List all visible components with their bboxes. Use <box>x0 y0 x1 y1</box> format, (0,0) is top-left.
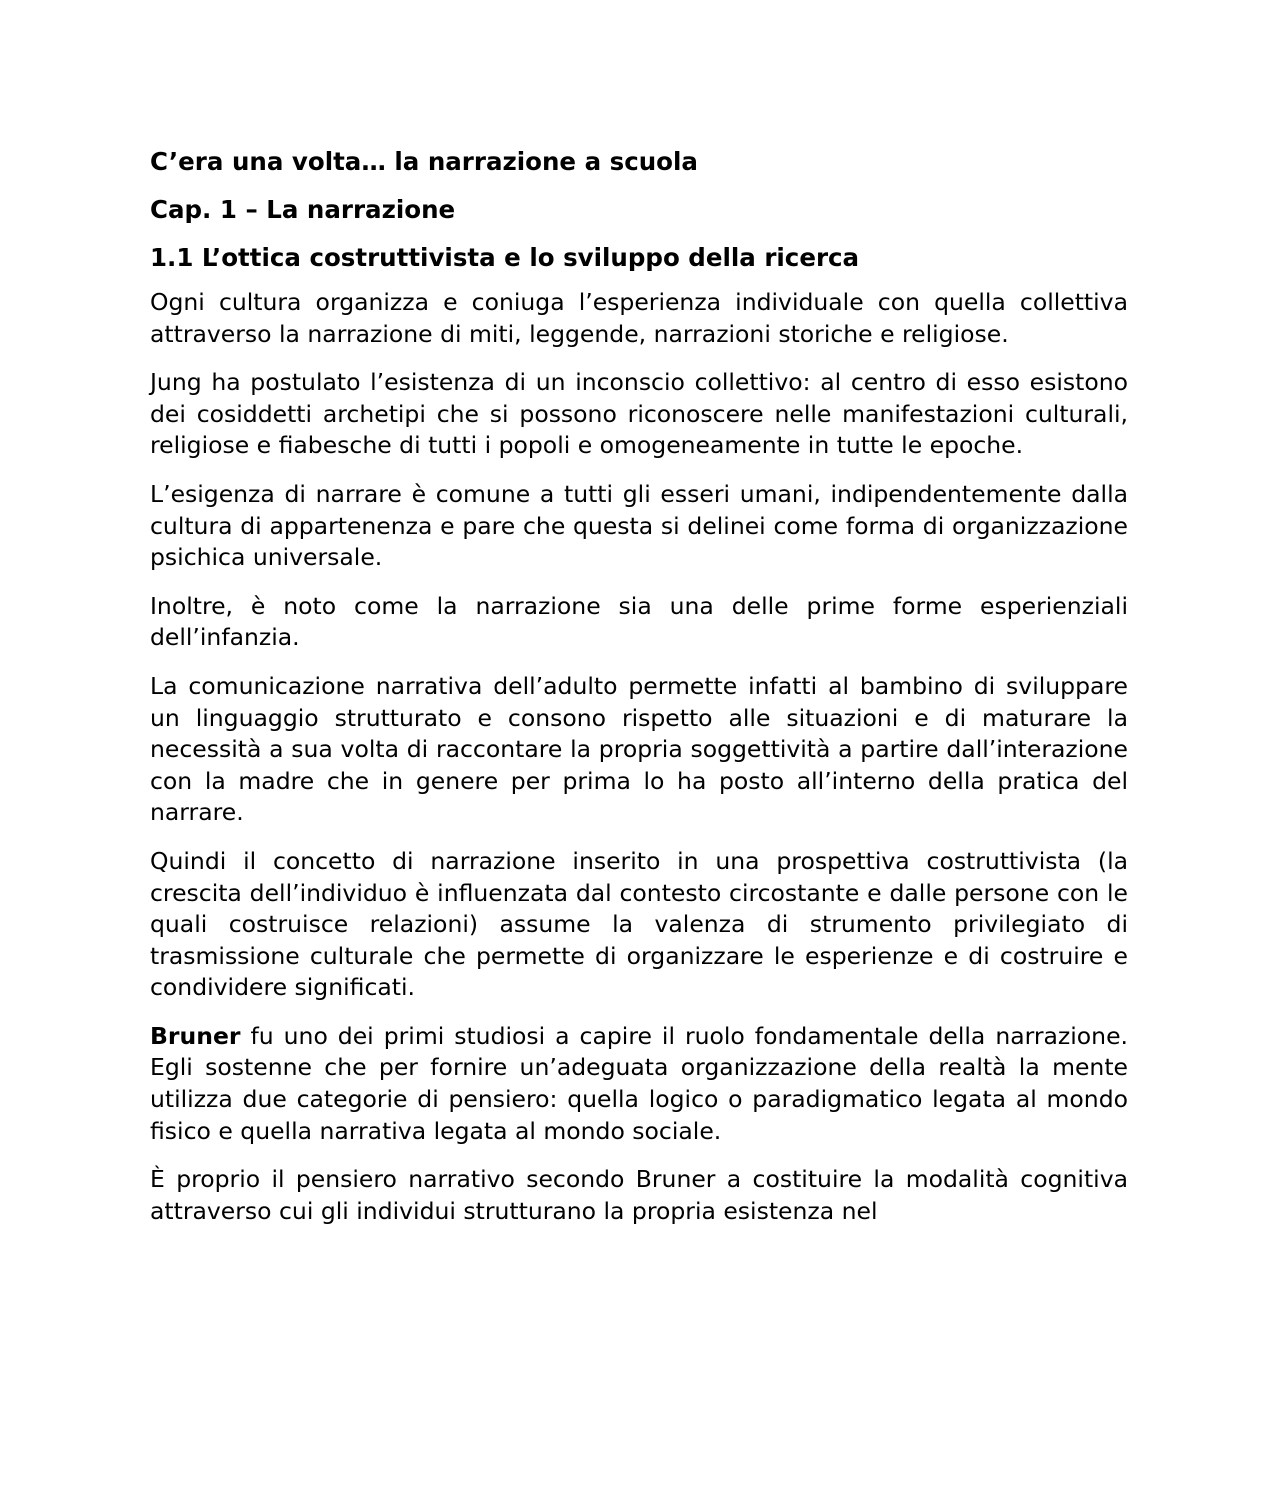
paragraph-3: L’esigenza di narrare è comune a tutti gli esseri umani, indipendentemente dalla cultura di appartenenza e pare che questa si delinei come forma di organizzazione psichica universale. <box>150 479 1128 572</box>
bruner-text: fu uno dei primi studiosi a capire il ruolo fondamentale della narrazione. Egli sostenne che per fornire un’adeguata organizzazione della realtà la mente utilizza due categorie di pensiero: quella logico o paradigmatico legata al mondo fisico e quella narrativa legata al mondo sociale. <box>150 1021 1128 1145</box>
paragraph-6: Quindi il concetto di narrazione inserito in una prospettiva costruttivista (la crescita dell’individuo è influenzata dal contesto circostante e dalle persone con le quali costruisce relazioni) assume la valenza di strumento privilegiato di trasmissione culturale che permette di organizzare le esperienze e di costruire e condividere significati. <box>150 846 1128 1002</box>
document-page <box>150 143 1128 1227</box>
paragraph-4: Inoltre, è noto come la narrazione sia una delle prime forme esperienziali dell’infanzia. <box>150 591 1128 652</box>
section-heading: 1.1 L’ottica costruttivista e lo sviluppo della ricerca <box>150 243 860 272</box>
paragraph-bruner <box>150 1021 1128 1147</box>
paragraph-1: Ogni cultura organizza e coniuga l’esperienza individuale con quella collettiva attraverso la narrazione di miti, leggende, narrazioni storiche e religiose. <box>150 288 1128 348</box>
paragraph-5: La comunicazione narrativa dell’adulto permette infatti al bambino di sviluppare un linguaggio strutturato e consono rispetto alle situazioni e di maturare la necessità a sua volta di raccontare la propria soggettività a partire dall’interazione con la madre che in genere per prima lo ha posto all’interno della pratica del narrare. <box>150 671 1128 827</box>
bruner-name: Bruner <box>150 1021 241 1050</box>
paragraph-2: Jung ha postulato l’esistenza di un inconscio collettivo: al centro di esso esistono dei cosiddetti archetipi che si possono riconoscere nelle manifestazioni culturali, religiose e fiabesche di tutti i popoli e omogeneamente in tutte le epoche. <box>150 368 1128 460</box>
chapter-heading: Cap. 1 – La narrazione <box>150 195 456 224</box>
document-title: C’era una volta… la narrazione a scuola <box>150 147 698 176</box>
paragraph-final: È proprio il pensiero narrativo secondo Bruner a costituire la modalità cognitiva attraverso cui gli individui strutturano la propria esistenza nel <box>150 1165 1128 1225</box>
